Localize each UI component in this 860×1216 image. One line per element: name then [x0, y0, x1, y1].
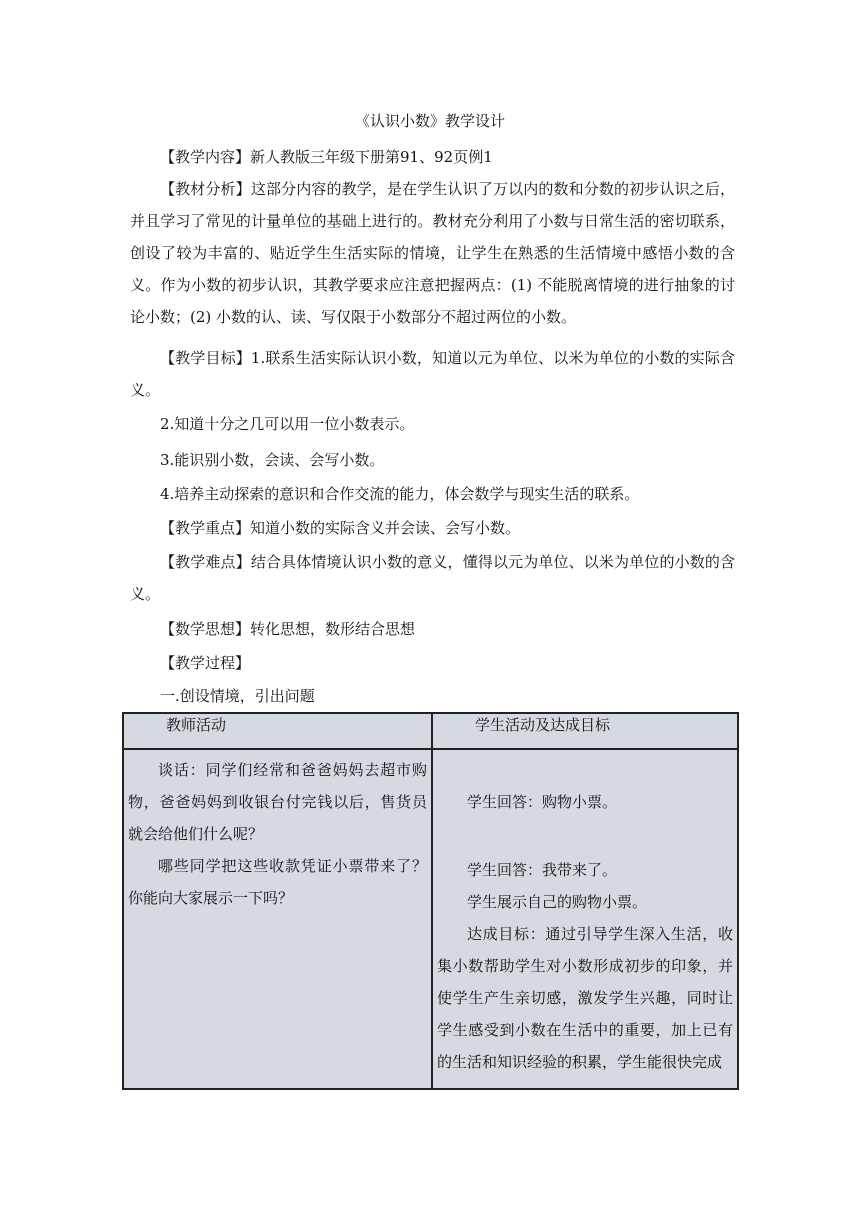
teaching-goals-label: 【教学目标】	[160, 349, 251, 367]
student-show-receipt: 学生展示自己的购物小票。	[467, 893, 648, 911]
teaching-key-point	[130, 512, 735, 544]
teaching-goals	[130, 342, 735, 406]
goal-item-1: 1.联系生活实际认识小数，知道以元为单位、以米为单位的小数的实际含义。	[130, 349, 735, 399]
difficulty-label: 【教学难点】	[160, 553, 251, 571]
process-table	[122, 712, 739, 1090]
key-point-label: 【教学重点】	[160, 519, 251, 537]
math-thought	[130, 613, 735, 645]
teaching-process-label: 【教学过程】	[160, 654, 251, 672]
teaching-content-label: 【教学内容】	[160, 148, 251, 166]
teaching-content-text: 新人教版三年级下册第91、92页例1	[250, 148, 493, 166]
table-row	[123, 749, 738, 1089]
process-step-1: 一.创设情境，引出问题	[160, 687, 315, 705]
header-teacher-activity: 教师活动	[123, 713, 432, 749]
key-point-text: 知道小数的实际含义并会读、会写小数。	[250, 519, 521, 537]
table-header-row	[123, 713, 738, 749]
student-activity-cell	[432, 749, 738, 1089]
teaching-content	[130, 141, 735, 173]
document-title: 《认识小数》教学设计	[354, 112, 505, 130]
textbook-analysis-text: 这部分内容的教学，是在学生认识了万以内的数和分数的初步认识之后，并且学习了常见的计量单位的基础上进行的。教材充分利用了小数与日常生活的密切联系，创设了较为丰富的、贴近学生生活实际的情境，让学生在熟悉的生活情境中感悟小数的含义。作为小数的初步认识，其教学要求应注意把握两点：(1) 不能脱离情境的进行抽象的讨论小数；(2) 小数的认、读、写仅限于小数部分不超过两位的小数。	[130, 180, 735, 326]
header-student-activity: 学生活动及达成目标	[432, 713, 738, 749]
teacher-question: 哪些同学把这些收款凭证小票带来了？你能向大家展示一下吗？	[128, 857, 427, 907]
math-thought-label: 【数学思想】	[160, 620, 251, 638]
student-answer-2: 学生回答：我带来了。	[467, 861, 618, 879]
difficulty-text: 结合具体情境认识小数的意义，懂得以元为单位、以米为单位的小数的含义。	[130, 553, 735, 603]
teacher-talk: 谈话：同学们经常和爸爸妈妈去超市购物，爸爸妈妈到收银台付完钱以后，售货员就会给他们什么呢？	[128, 761, 427, 843]
teaching-difficulty	[130, 546, 735, 610]
achievement-goal: 达成目标：通过引导学生深入生活，收集小数帮助学生对小数形成初步的印象，并使学生产生亲切感，激发学生兴趣，同时让学生感受到小数在生活中的重要，加上已有的生活和知识经验的积累，学生能很快完成	[437, 925, 733, 1071]
textbook-analysis-label: 【教材分析】	[160, 180, 251, 198]
goal-item-4: 4.培养主动探索的意识和合作交流的能力，体会数学与现实生活的联系。	[160, 485, 640, 503]
teacher-activity-cell	[123, 749, 432, 1089]
goal-item-2: 2.知道十分之几可以用一位小数表示。	[160, 415, 415, 433]
student-answer-1: 学生回答：购物小票。	[467, 793, 618, 811]
textbook-analysis	[130, 173, 735, 333]
goal-item-3: 3.能识别小数，会读、会写小数。	[160, 451, 385, 469]
math-thought-text: 转化思想，数形结合思想	[250, 620, 416, 638]
